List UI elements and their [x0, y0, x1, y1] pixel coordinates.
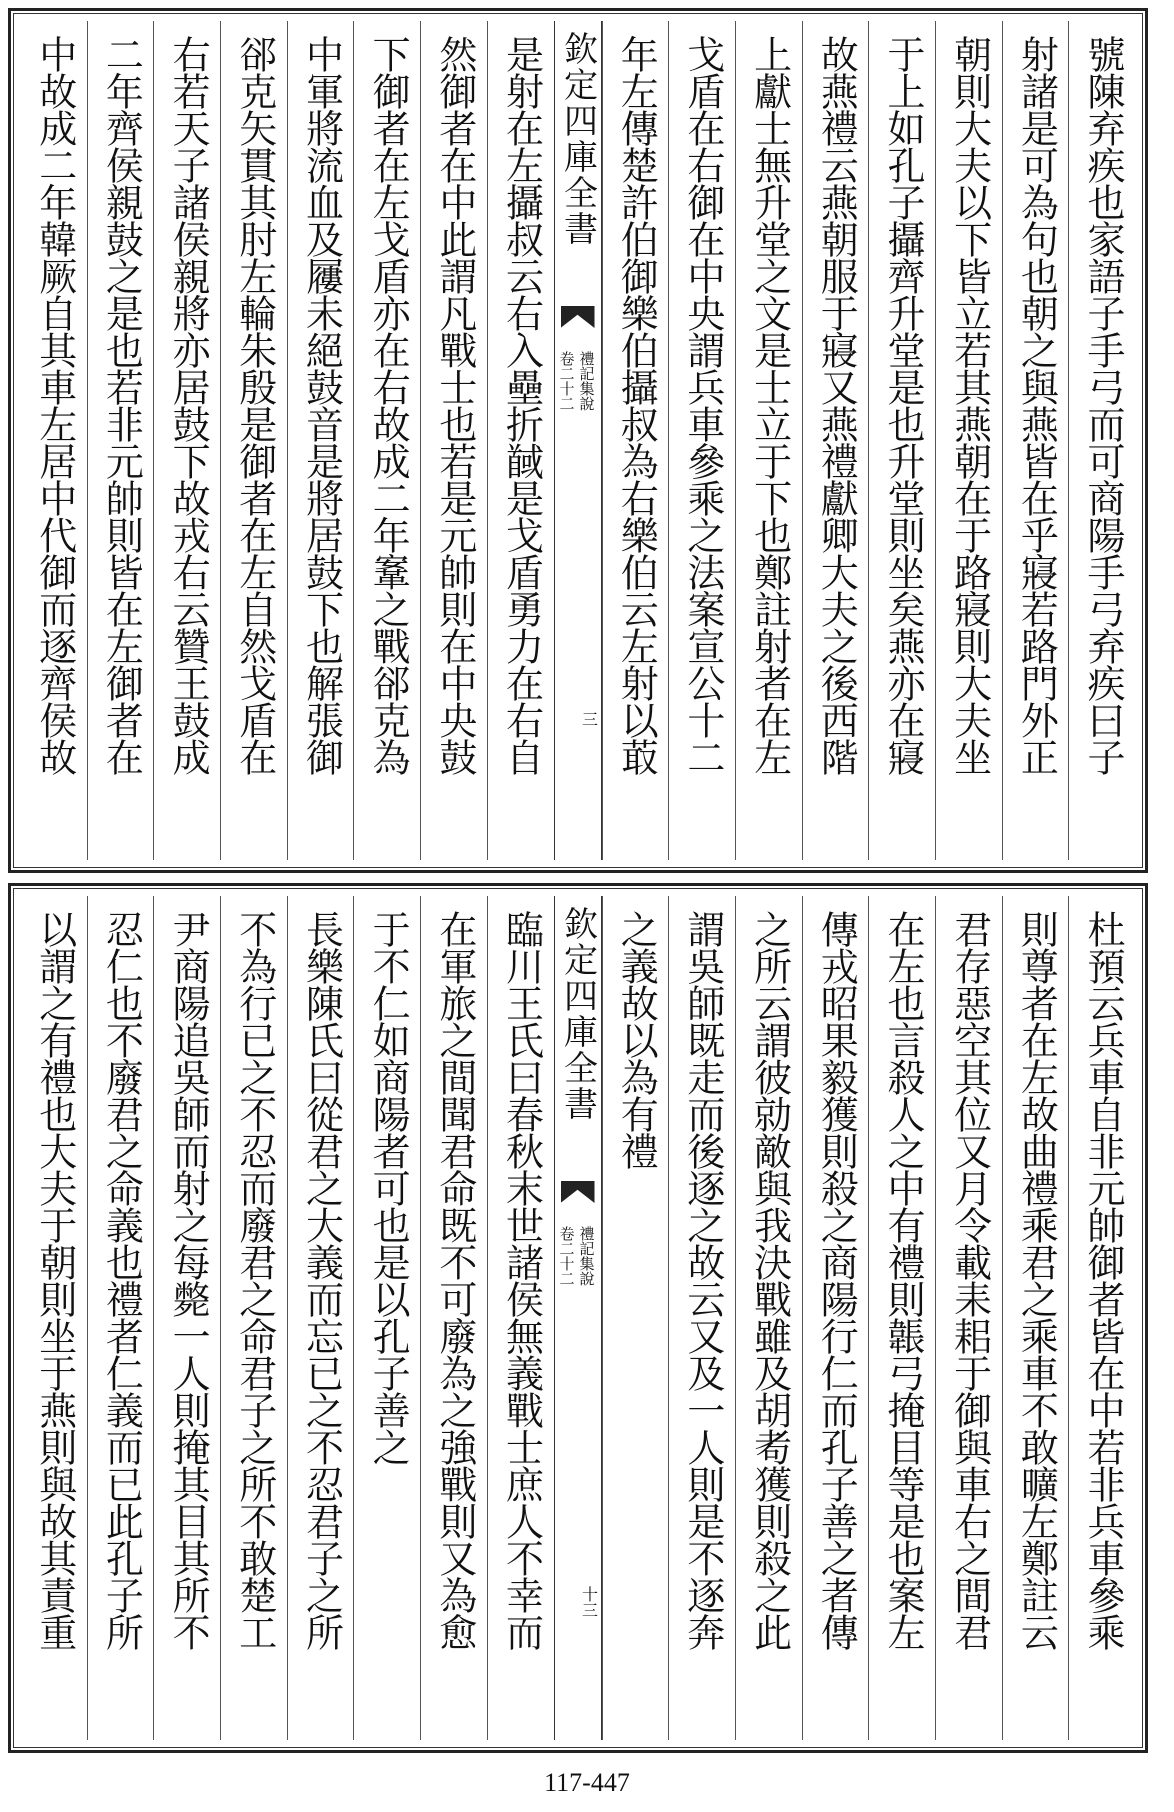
lower-page [8, 883, 1148, 1753]
book-title: 禮記集說 [577, 351, 596, 411]
text-column: 下御者在左戈盾亦在右故成二年鞌之戰郤克為 [353, 21, 420, 860]
text-column: 上獻士無升堂之文是士立于下也鄭註射者在左 [735, 21, 802, 860]
center-fold [554, 896, 602, 1740]
text-column: 中軍將流血及屨未絕鼓音是將居鼓下也解張御 [287, 21, 354, 860]
book-title: 禮記集說 [577, 1226, 596, 1286]
text-column: 謂吳師既走而後逐之故云又及一人則是不逐奔 [668, 896, 735, 1740]
text-column: 不為行已之不忍而廢君之命君子之所不敢楚工 [220, 896, 287, 1740]
text-column: 之所云謂彼勍敵與我決戰雖及胡耇獲則殺之此 [735, 896, 802, 1740]
text-column: 號陳弃疾也家語子手弓而可商陽手弓弃疾曰子 [1068, 21, 1135, 860]
text-column: 之義故以為有禮 [602, 896, 669, 1740]
text-column: 傳戎昭果毅獲則殺之商陽行仁而孔子善之者傳 [802, 896, 869, 1740]
text-column: 射諸是可為句也朝之與燕皆在乎寢若路門外正 [1002, 21, 1069, 860]
text-column: 是射在左攝叔云右入壘折馘是戈盾勇力在右自 [487, 21, 554, 860]
reprint-page-number: 117-447 [544, 1768, 630, 1797]
text-column: 戈盾在右御在中央謂兵車參乘之法案宣公十二 [668, 21, 735, 860]
text-column: 郤克矢貫其肘左輪朱殷是御者在左自然戈盾在 [220, 21, 287, 860]
volume-label: 卷二十二 [557, 351, 576, 411]
text-column: 然御者在中此謂凡戰士也若是元帥則在中央鼓 [420, 21, 487, 860]
text-column: 二年齊侯親鼓之是也若非元帥則皆在左御者在 [87, 21, 154, 860]
collection-title: 欽定四庫全書 [557, 906, 598, 1122]
collection-title: 欽定四庫全書 [557, 31, 598, 247]
text-column: 右若天子諸侯親將亦居鼓下故戎右云贊王鼓成 [153, 21, 220, 860]
center-fold [554, 21, 602, 860]
text-column: 故燕禮云燕朝服于寢又燕禮獻卿大夫之後西階 [802, 21, 869, 860]
text-column: 中故成二年韓厥自其車左居中代御而逐齊侯故 [32, 35, 77, 775]
leaf-number: 三 [579, 711, 599, 727]
text-column: 于不仁如商陽者可也是以孔子善之 [353, 896, 420, 1740]
text-column: 于上如孔子攝齊升堂是也升堂則坐矣燕亦在寢 [868, 21, 935, 860]
text-column: 年左傳楚許伯御樂伯攝叔為右樂伯云左射以菆 [602, 21, 669, 860]
fish-tail-mark [561, 1181, 595, 1203]
volume-label: 卷二十二 [557, 1226, 576, 1286]
text-column: 忍仁也不廢君之命義也禮者仁義而已此孔子所 [87, 896, 154, 1740]
text-column: 在左也言殺人之中有禮則韔弓掩目等是也案左 [868, 896, 935, 1740]
text-column: 以謂之有禮也大夫于朝則坐于燕則與故其責重 [32, 910, 77, 1650]
fish-tail-mark [561, 306, 595, 328]
text-column: 朝則大夫以下皆立若其燕朝在于路寢則大夫坐 [935, 21, 1002, 860]
text-column: 長樂陳氏曰從君之大義而忘已之不忍君子之所 [287, 896, 354, 1740]
leaf-number: 十三 [579, 1586, 599, 1618]
upper-page [8, 8, 1148, 873]
text-column: 臨川王氏曰春秋末世諸侯無義戰士庶人不幸而 [487, 896, 554, 1740]
text-column: 杜預云兵車自非元帥御者皆在中若非兵車參乘 [1068, 896, 1135, 1740]
text-column: 則尊者在左故曲禮乘君之乘車不敢曠左鄭註云 [1002, 896, 1069, 1740]
text-column: 在軍旅之間聞君命既不可廢為之強戰則又為愈 [420, 896, 487, 1740]
text-column: 君存惡空其位又月令載耒耜于御與車右之間君 [935, 896, 1002, 1740]
text-column: 尹商陽追吳師而射之每斃一人則掩其目其所不 [153, 896, 220, 1740]
